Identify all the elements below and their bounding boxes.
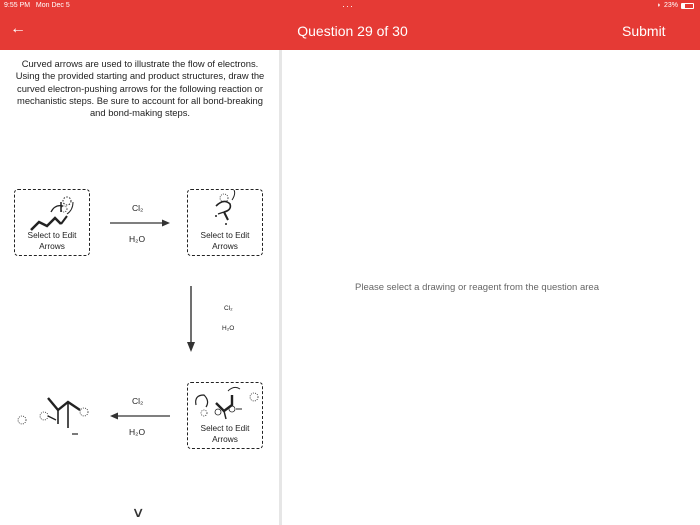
editor-placeholder: Please select a drawing or reagent from the question area xyxy=(355,282,599,293)
reaction-arrow-right xyxy=(108,218,172,228)
instructions-text: Curved arrows are used to illustrate the flow of electrons. Using the provided starting and product structures, draw the curved electron-pushing arrows for the following reaction or mechanistic steps. Be sure to account for all bond-breaking and bond-making steps. xyxy=(15,58,265,119)
reagent-step3-top[interactable]: Cl₂ xyxy=(132,396,144,406)
back-arrow-icon[interactable]: ← xyxy=(10,20,26,37)
editor-area[interactable] xyxy=(282,50,700,525)
battery-percent: 23% xyxy=(663,2,678,9)
reagent-step1-top[interactable]: Cl₂ xyxy=(132,203,144,213)
multitask-dots-icon[interactable]: ··· xyxy=(342,1,354,11)
intermediate-structure-box[interactable] xyxy=(187,189,263,256)
reaction-arrow-left xyxy=(108,411,172,421)
reagent-step3-bottom[interactable]: H₂O xyxy=(129,427,146,437)
second-intermediate-structure-box[interactable] xyxy=(187,382,263,449)
box-edit-label: Select to Edit Arrows xyxy=(27,230,77,251)
box-edit-label: Select to Edit Arrows xyxy=(200,230,250,251)
wifi-icon: ◗ xyxy=(656,2,661,9)
chevron-down-icon[interactable]: ∨ xyxy=(131,504,145,520)
battery-icon xyxy=(681,3,694,9)
reagent-step2-bottom[interactable]: H₂O xyxy=(222,325,235,332)
reagent-step1-bottom[interactable]: H₂O xyxy=(129,234,146,244)
reagent-step2-top[interactable]: Cl₂ xyxy=(224,305,233,312)
submit-button[interactable]: Submit xyxy=(622,23,666,39)
box-edit-label: Select to Edit Arrows xyxy=(200,423,250,444)
question-area xyxy=(0,50,280,525)
top-bar xyxy=(0,0,700,50)
question-title: Question 29 of 30 xyxy=(297,23,408,39)
status-indicators xyxy=(657,2,694,9)
starting-structure-box[interactable] xyxy=(14,189,90,256)
status-time: 9:55 PM Mon Dec 5 xyxy=(4,2,70,9)
reaction-arrow-down xyxy=(185,284,197,354)
product-molecule-drawing[interactable] xyxy=(10,386,100,446)
